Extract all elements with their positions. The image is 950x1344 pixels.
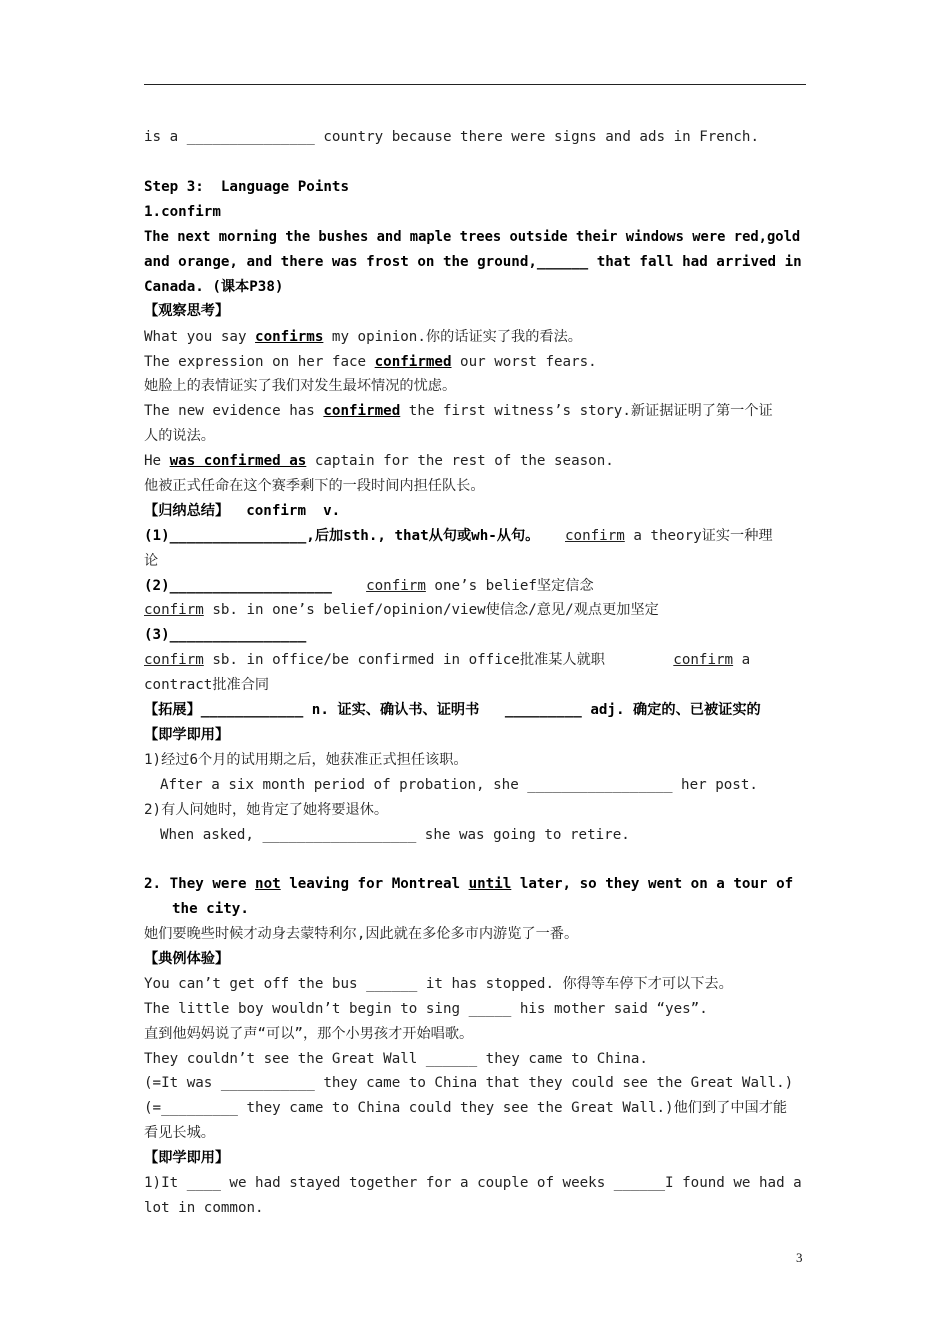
point2-translation: 她们要晚些时候才动身去蒙特利尔,因此就在多伦多市内游览了一番。 [144, 926, 579, 942]
summary-heading: 【归纳总结】 confirm v. [144, 503, 341, 519]
summary-item-3-cont: confirm sb. in office/be confirmed in office批准某人就职 confirm a [144, 652, 751, 668]
observe-heading: 【观察思考】 [144, 303, 230, 319]
step-heading: Step 3: Language Points [144, 179, 349, 195]
example-3-rewrite-b-cont: 看见长城。 [144, 1125, 215, 1141]
practice-2-question-1: 1)It ____ we had stayed together for a couple of weeks ______I found we had a [144, 1175, 802, 1191]
summary-item-2: (2)___________________ confirm one’s belief坚定信念 [144, 578, 594, 594]
example-2: The little boy wouldn’t begin to sing _____ his mother said “yes”. [144, 1001, 708, 1017]
practice-1-question-2: 2)有人问她时，她肯定了她将要退休。 [144, 802, 389, 818]
summary-item-1: (1)________________,后加sth., that从句或wh-从句。 confirm a theory证实一种理 [144, 528, 773, 544]
expand-line: 【拓展】____________ n. 证实、确认书、证明书 _________ adj. 确定的、已被证实的 [144, 702, 761, 718]
page-number: 3 [796, 1250, 803, 1265]
example-1: You can’t get off the bus ______ it has stopped. 你得等车停下才可以下去。 [144, 976, 733, 992]
observe-sentence-3: The new evidence has confirmed the first witness’s story.新证据证明了第一个证 [144, 403, 773, 419]
point1-example-line3: Canada. (课本P38) [144, 279, 284, 295]
observe-sentence-2: The expression on her face confirmed our worst fears. [144, 354, 597, 370]
point2-heading-line1: 2. They were not leaving for Montreal until later, so they went on a tour of [144, 876, 794, 892]
summary-item-2-cont: confirm sb. in one’s belief/opinion/view使信念/意见/观点更加坚定 [144, 602, 659, 618]
point2-heading-line2: the city. [172, 901, 249, 917]
point1-example-line1: The next morning the bushes and maple trees outside their windows were red,gold [144, 229, 801, 245]
observe-sentence-3-cont: 人的说法。 [144, 428, 215, 444]
observe-sentence-1: What you say confirms my opinion.你的话证实了我的看法。 [144, 329, 582, 345]
observe-sentence-2-translation: 她脸上的表情证实了我们对发生最坏情况的忧虑。 [144, 378, 457, 394]
practice-1-question-1: 1)经过6个月的试用期之后，她获准正式担任该职。 [144, 752, 468, 768]
point1-heading: 1.confirm [144, 204, 221, 220]
observe-sentence-4: He was confirmed as captain for the rest of the season. [144, 453, 614, 469]
example-2-translation: 直到他妈妈说了声“可以”，那个小男孩才开始唱歌。 [144, 1026, 474, 1042]
example-3-rewrite-b: (=_________ they came to China could they see the Great Wall.)他们到了中国才能 [144, 1100, 788, 1116]
examples-heading: 【典例体验】 [144, 951, 230, 967]
summary-item-3: (3)________________ [144, 627, 307, 643]
header-rule [144, 84, 806, 85]
practice-2-question-1-cont: lot in common. [144, 1200, 264, 1216]
example-3-rewrite-a: (=It was ___________ they came to China that they could see the Great Wall.) [144, 1075, 794, 1091]
practice-1-answer-1: After a six month period of probation, she _________________ her post. [160, 777, 758, 793]
point1-example-line2: and orange, and there was frost on the ground,______ that fall had arrived in [144, 254, 802, 270]
summary-item-1-cont: 论 [144, 553, 159, 569]
intro-line: is a _______________ country because there were signs and ads in French. [144, 129, 759, 145]
practice-heading-2: 【即学即用】 [144, 1150, 230, 1166]
observe-sentence-4-translation: 他被正式任命在这个赛季剩下的一段时间内担任队长。 [144, 478, 485, 494]
practice-1-answer-2: When asked, __________________ she was going to retire. [160, 827, 630, 843]
example-3: They couldn’t see the Great Wall ______ they came to China. [144, 1051, 648, 1067]
summary-item-3-cont2: contract批准合同 [144, 677, 270, 693]
practice-heading-1: 【即学即用】 [144, 727, 230, 743]
